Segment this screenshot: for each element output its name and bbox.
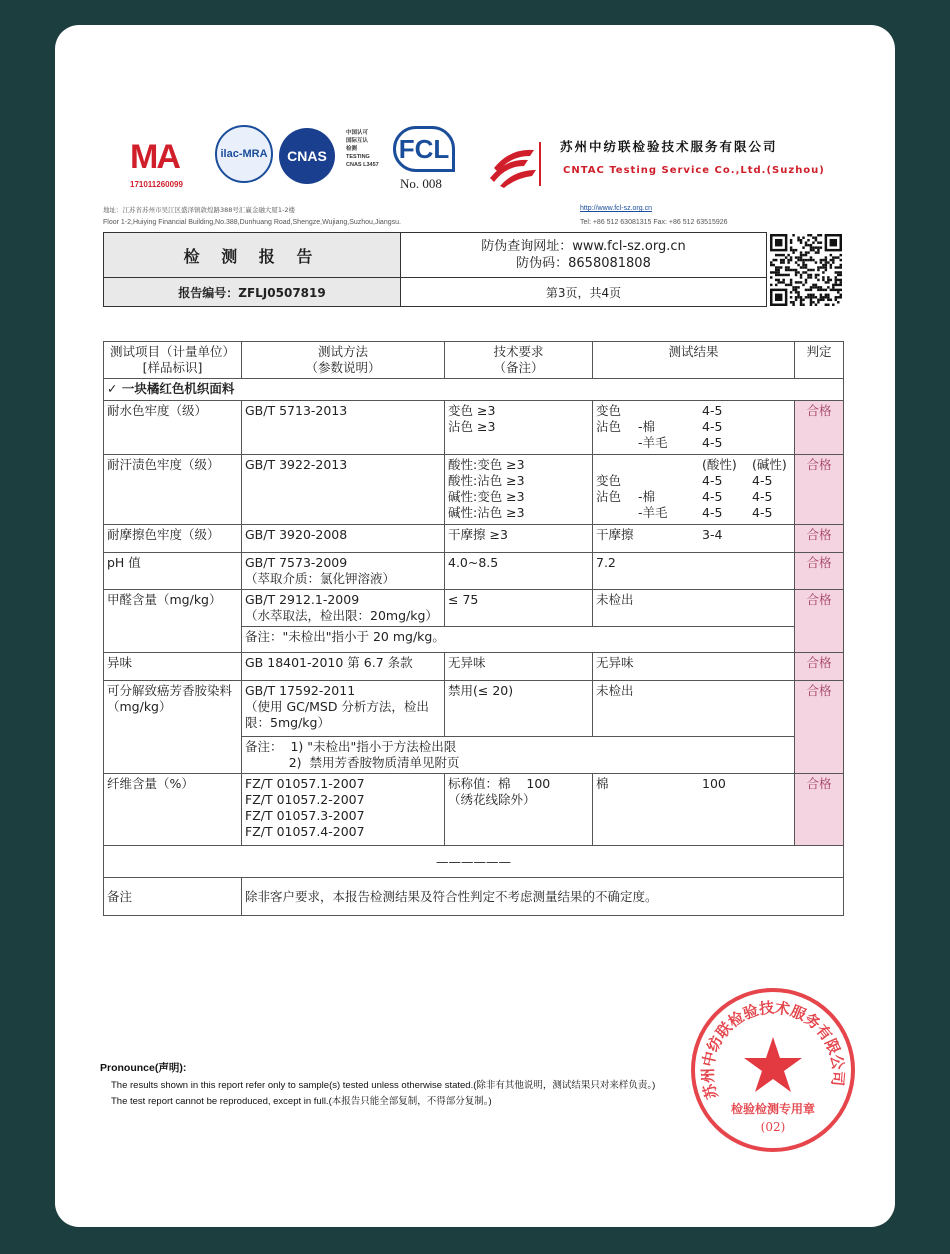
result-grid <box>596 403 791 451</box>
method-cell: GB/T 3922-2013 <box>242 455 445 525</box>
result-value <box>752 419 792 435</box>
method-cell: GB/T 17592-2011 （使用 GC/MSD 分析方法，检出限：5mg/kg） <box>242 681 445 737</box>
pronounce-line-1: The results shown in this report refer only to sample(s) tested unless otherwise stated.(除非有其他说明，测试结果只对来样负责。) <box>111 1080 656 1091</box>
results-table <box>103 341 844 916</box>
table-row <box>104 681 844 737</box>
result-value: 4-5 <box>752 505 773 520</box>
result-grid <box>596 457 791 521</box>
header-result: 测试结果 <box>593 342 795 379</box>
seal-purpose: 检验检测专用章 <box>730 1102 816 1116</box>
anti-fake-cell <box>401 233 767 278</box>
requirement-cell: 酸性:变色 ≥3 酸性:沾色 ≥3 碱性:变色 ≥3 碱性:沾色 ≥3 <box>445 455 593 525</box>
result-value: 4-5 <box>702 489 723 504</box>
cnas-logo: CNAS <box>279 128 335 184</box>
ilac-mra-logo: ilac-MRA <box>215 125 273 183</box>
tel-fax: Tel: +86 512 63081315 Fax: +86 512 63515926 <box>580 219 728 226</box>
verdict-cell: 合格 <box>795 455 844 525</box>
qr-code-icon[interactable] <box>770 234 842 306</box>
result-value: 3-4 <box>702 527 723 542</box>
sample-label: ✓ 一块橘红色机织面料 <box>104 379 844 401</box>
result-value <box>752 776 792 792</box>
cnas-caption-line: 检测 <box>346 146 358 152</box>
sample-row <box>104 379 844 401</box>
remark-row <box>104 878 844 916</box>
verdict-cell: 合格 <box>795 653 844 681</box>
result-value: (碱性) <box>752 457 787 472</box>
item-cell: 耐水色牢度（级） <box>104 401 242 455</box>
end-divider: —————— <box>104 846 844 878</box>
result-value <box>596 435 638 451</box>
company-name-cn: 苏州中纺联检验技术服务有限公司 <box>560 139 778 154</box>
company-name-en: CNTAC Testing Service Co.,Ltd.(Suzhou) <box>563 165 825 176</box>
method-cell: GB/T 2912.1-2009 （水萃取法，检出限：20mg/kg） <box>242 590 445 627</box>
result-value <box>752 403 792 419</box>
method-cell: GB/T 5713-2013 <box>242 401 445 455</box>
result-value: 4-5 <box>702 435 723 450</box>
result-cell <box>593 455 795 525</box>
result-value: (酸性) <box>702 457 737 472</box>
method-cell: GB 18401-2010 第 6.7 条款 <box>242 653 445 681</box>
pronounce-heading: Pronounce(声明): <box>100 1062 187 1074</box>
address-cn: 地址：江苏省苏州市吴江区盛泽镇敦煌路388号汇赢金融大厦1-2楼 <box>103 206 296 214</box>
report-header-table <box>103 232 767 307</box>
note-cell: 备注： 1) "未检出"指小于方法检出限 2) 禁用芳香胺物质清单见附页 <box>242 737 795 774</box>
anti-fake-code: 防伪码：8658081808 <box>516 256 651 271</box>
result-value: 4-5 <box>702 473 723 488</box>
result-value: -棉 <box>638 489 656 504</box>
result-grid <box>596 776 791 792</box>
verdict-cell: 合格 <box>795 681 844 774</box>
table-row <box>104 401 844 455</box>
result-value: 变色 <box>596 473 622 488</box>
result-value <box>638 776 702 792</box>
verdict-cell: 合格 <box>795 401 844 455</box>
address-en: Floor 1-2,Huiying Financial Building,No.388,Dunhuang Road,Shengze,Wujiang,Suzhou,Jiangsu. <box>103 219 401 226</box>
seal-arc-text: 苏州中纺联检验技术服务有限公司 <box>698 998 848 1102</box>
result-value <box>596 505 638 521</box>
item-cell: 耐汗渍色牢度（级） <box>104 455 242 525</box>
result-cell: 未检出 <box>593 590 795 627</box>
result-value: 棉 <box>596 776 609 791</box>
result-cell: 无异味 <box>593 653 795 681</box>
result-value: -羊毛 <box>638 435 668 450</box>
table-row <box>104 553 844 590</box>
table-row <box>104 590 844 627</box>
result-cell <box>593 774 795 846</box>
result-value <box>596 457 638 473</box>
official-seal-stamp <box>688 985 858 1155</box>
result-cell: 7.2 <box>593 553 795 590</box>
result-value: 沾色 <box>596 419 622 434</box>
result-value <box>638 473 702 489</box>
cma-mark: MA <box>130 138 179 176</box>
result-value <box>638 457 702 473</box>
verdict-cell: 合格 <box>795 590 844 653</box>
item-cell: pH 值 <box>104 553 242 590</box>
result-value: 干摩擦 <box>596 527 634 542</box>
report-card <box>55 25 895 1227</box>
divider-row <box>104 846 844 878</box>
table-row <box>104 774 844 846</box>
item-cell: 甲醛含量（mg/kg） <box>104 590 242 653</box>
item-cell: 可分解致癌芳香胺染料（mg/kg） <box>104 681 242 774</box>
result-value: 4-5 <box>702 505 723 520</box>
company-swoosh-icon <box>488 138 546 188</box>
result-cell <box>593 525 795 553</box>
table-header-row <box>104 342 844 379</box>
result-value: 100 <box>702 776 726 791</box>
result-value: -棉 <box>638 419 656 434</box>
result-value: 沾色 <box>596 489 622 504</box>
item-cell: 异味 <box>104 653 242 681</box>
requirement-cell: 禁用(≤ 20) <box>445 681 593 737</box>
anti-fake-url: 防伪查询网址：www.fcl-sz.org.cn <box>481 239 686 254</box>
verdict-cell: 合格 <box>795 774 844 846</box>
result-value: -羊毛 <box>638 505 668 520</box>
report-title: 检 测 报 告 <box>104 233 401 278</box>
result-grid <box>596 527 791 543</box>
requirement-cell: 变色 ≥3 沾色 ≥3 <box>445 401 593 455</box>
header-requirement: 技术要求 （备注） <box>445 342 593 379</box>
method-cell: FZ/T 01057.1-2007 FZ/T 01057.2-2007 FZ/T 01057.3-2007 FZ/T 01057.4-2007 <box>242 774 445 846</box>
requirement-cell: 干摩擦 ≥3 <box>445 525 593 553</box>
report-number: 报告编号：ZFLJ0507819 <box>104 278 401 307</box>
cnas-caption-line: TESTING <box>346 154 370 160</box>
header-verdict: 判定 <box>795 342 844 379</box>
table-row <box>104 525 844 553</box>
result-value: 4-5 <box>752 489 773 504</box>
header-method: 测试方法 （参数说明） <box>242 342 445 379</box>
cnas-caption-line: 国际互认 <box>346 138 369 144</box>
result-value <box>752 527 792 543</box>
requirement-cell: ≤ 75 <box>445 590 593 627</box>
cma-number: 171011260099 <box>130 180 183 189</box>
method-cell: GB/T 3920-2008 <box>242 525 445 553</box>
website-link[interactable]: http://www.fcl-sz.org.cn <box>580 205 652 212</box>
page-indicator: 第3页，共4页 <box>401 278 767 307</box>
result-cell: 未检出 <box>593 681 795 737</box>
cnas-caption-line: 中国认可 <box>346 130 369 136</box>
cnas-caption-line: CNAS L3457 <box>346 162 379 168</box>
pronounce-line-2: The test report cannot be reproduced, except in full.(本报告只能全部复制，不得部分复制。) <box>111 1096 492 1107</box>
table-row <box>104 455 844 525</box>
fcl-number: No. 008 <box>400 176 442 191</box>
result-value: 4-5 <box>702 419 723 434</box>
requirement-cell: 4.0~8.5 <box>445 553 593 590</box>
fcl-logo: FCL <box>393 126 455 172</box>
requirement-cell: 标称值：棉 100 （绣花线除外） <box>445 774 593 846</box>
result-value <box>638 403 702 419</box>
result-cell <box>593 401 795 455</box>
requirement-cell: 无异味 <box>445 653 593 681</box>
verdict-cell: 合格 <box>795 553 844 590</box>
header-item: 测试项目（计量单位） [样品标识] <box>104 342 242 379</box>
seal-number: (02) <box>760 1120 786 1134</box>
item-cell: 耐摩擦色牢度（级） <box>104 525 242 553</box>
item-cell: 纤维含量（%） <box>104 774 242 846</box>
result-value: 4-5 <box>702 403 723 418</box>
verdict-cell: 合格 <box>795 525 844 553</box>
result-value: 4-5 <box>752 473 773 488</box>
method-cell: GB/T 7573-2009 （萃取介质：氯化钾溶液） <box>242 553 445 590</box>
cma-logo <box>130 138 206 189</box>
cnas-caption <box>346 129 391 169</box>
note-cell: 备注："未检出"指小于 20 mg/kg。 <box>242 627 795 653</box>
result-value: 变色 <box>596 403 622 418</box>
remark-text: 除非客户要求，本报告检测结果及符合性判定不考虑测量结果的不确定度。 <box>242 878 844 916</box>
result-value <box>752 435 792 451</box>
remark-label: 备注 <box>104 878 242 916</box>
result-value <box>638 527 702 543</box>
seal-star-icon <box>744 1037 802 1092</box>
table-row <box>104 653 844 681</box>
